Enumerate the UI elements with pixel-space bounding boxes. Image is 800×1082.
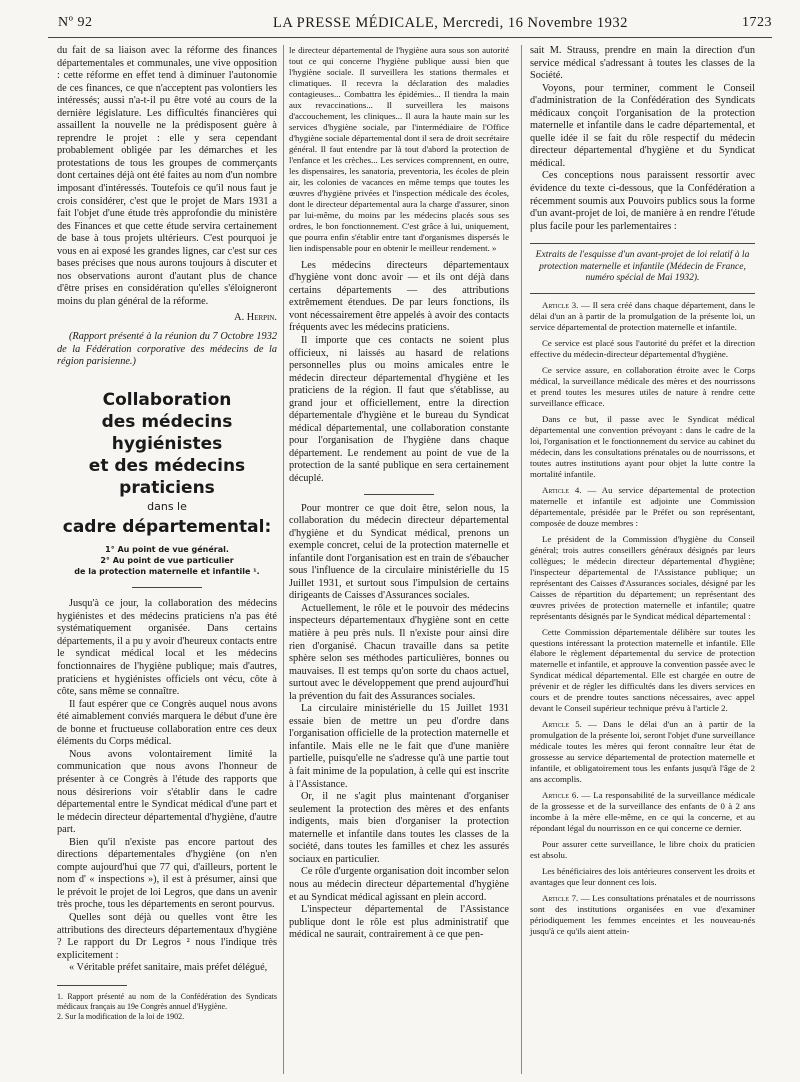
column-3 [530,45,755,937]
article-title [57,389,277,578]
article-text: Cette Commission départementale délibère sur toutes les questions intéressant la protection maternelle et infantile. Elle élabore le règlement départemental du service de protection maternelle et infantile, et approuve la convention passée avec le Syndicat médical départemental. Elle est chargée en outre de prévenir et de régler les difficultés dans les divers services en cours et de prendre toutes sanctions nécessaires, avec appel devant le Conseil supérieur technique prévu à l'article 2. [530,626,755,714]
article-paragraph [530,866,755,888]
divider [530,243,755,244]
footnote-divider [57,985,127,986]
paragraph: L'inspecteur départemental de l'Assistance publique dont le rôle est plus administratif que médical ne saurait, contrairement à ce que pen- [289,904,509,941]
article-label: Article 5. [542,719,582,730]
article-paragraph [530,790,755,834]
paragraph: « Véritable préfet sanitaire, mais préfet délégué, [69,962,268,974]
paragraph: Nous avons volontairement limité la communication que nous avons l'honneur de présenter à ce Congrès à l'étude des rapports que nous désirerions voir s'établir dans le cadre départemental entre le Syndicat médical d'une part et le médecin directeur départemental d'hygiène, d'autre part. [57,748,277,836]
article-paragraph [530,485,755,529]
paragraph: Actuellement, le rôle et le pouvoir des médecins inspecteurs départementaux d'hygiène sont en cette matière à peu près nuls. Il n'existe pour ainsi dire rien d'organisé. Chacun travaille dans sa petite sphère selon ses méthodes particulières, bonnes ou mauvaises. Il est temps qu'on sorte du chaos actuel, surtout avec le développement que prend aujourd'hui la prévention du fait des Assurances sociales. [289,602,509,702]
article-text: — Il sera créé dans chaque département, dans le délai d'un an à partir de la promulgation de la présente loi, un service départemental de protection maternelle et infantile. [530,299,755,332]
article-text: — La responsabilité de la surveillance médicale de la grossesse et de la surveillance des enfants de 0 à 2 ans incombe à la mère elle-même, en ce qui la concerne, et au répondant légal du nourrisson en ce qui concerne ce dernier. [530,790,756,834]
article-text: — Les consultations prénatales et de nourrissons sont des institutions organisées en vue d'examiner périodiquement les femmes enceintes et les nouveau-nés jusqu'à ce qu'ils aient attein- [530,893,755,937]
article-paragraph [530,365,755,409]
paragraph: Ce rôle d'urgente organisation doit incomber selon nous au médecin directeur départemental d'hygiène et au Syndicat médical agissant en plein accord. [289,866,509,903]
author-signature: A. Herpin. [234,312,277,324]
quotation: le directeur départemental de l'hygiène aura sous son autorité tout ce qui concerne l'hygiène publique aussi bien que l'hygiène sociale. Il surveillera les stations thermales et climatiques. Il recevra la déclaration des maladies contagieuses... Combattra les épidémies... Il tiendra la main aux revaccinations... Il surveillera les maisons d'accouchement, les cliniques... Il aura la haute main sur les services d'hygiène sociale, par l'intermédiaire de l'Office d'hygiène sociale départemental dont il sera de droit secrétaire général. Il faut entendre par là tout d'abord la protection de l'enfance et les crèches... Les services comprennent, en outre, les dispensaires, les sanatoria, preventoria, les écoles de plein air, les colonies de vacances en même temps que toutes les œuvres d'hygiène privées et l'inspection médicale des écoles, dont le directeur départemental aura la charge d'assurer, sinon par lui-même, du moins par les médecins placés sous ses ordres, le bon fonctionnement. C'est grâce à lui, uniquement, que pourra enfin s'établir entre tant d'organismes dispersés le lien indispensable pour en obtenir le meilleur rendement. » [289,45,509,253]
article-label: Article 3. [542,299,579,310]
journal-title: LA PRESSE MÉDICALE, Mercredi, 16 Novembre 1932 [273,15,628,31]
paragraph: Or, il ne s'agit plus maintenant d'organiser seulement la protection des mères et des enfants indigents, mais bien d'organiser la protection maternelle et infantile dans toutes les classes de la société, dans toutes les familles et chez les assurés sociaux en particulier. [289,791,509,865]
title-line: cadre départemental: [62,516,272,537]
paragraph: Voyons, pour terminer, comment le Conseil d'administration de la Confédération des Syndicats médicaux conçoit l'organisation de la protection maternelle et infantile dans le cadre départemental, et quelle idée il se fait du rôle respectif du médecin directeur départemental d'hygiène et du Syndicat médical. [530,82,755,169]
article-label: Article 4. [542,484,582,495]
article-text: Ce service est placé sous l'autorité du préfet et la direction effective du médecin-directeur départemental d'hygiène. [530,337,755,359]
divider [132,587,202,588]
article-paragraph [530,414,755,480]
article-text: Dans ce but, il passe avec le Syndicat médical départemental une convention prévoyant : dans le cadre de la loi, l'organisation et le fonctionnement du service au cabinet du médecin, dans les consultations prénatales ou de nourrissons, et toutes autres institutions ayant pour objet la lutte contre la mortalité infantile. [530,413,755,479]
column-1 [57,45,277,1023]
title-line: dans le [147,500,187,514]
page-header [48,15,772,38]
footnote: 2. Sur la modification de la loi de 1902. [57,1012,185,1022]
article-label: Article 7. [542,893,579,904]
paragraph: Quelles sont déjà ou quelles vont être les attributions des directeurs départementaux d'hygiène ? Le rapport du Dr Legros ² nous l'indique très explicitement : [57,911,277,961]
paragraph: La circulaire ministérielle du 15 Juillet 1931 essaie bien de mettre un peu d'ordre dans l'organisation officielle de la protection maternelle et infantile. Mais elle ne le fait que d'une manière partielle, puisqu'elle ne s'adresse qu'à une partie tout à fait minime de la population, à celle qui est inscrite à l'Assistance. [289,703,509,790]
paragraph: Les médecins directeurs départementaux d'hygiène vont donc avoir — et ils ont déjà dans certains départements — des attributions extrêmement étendues. De par leurs fonctions, ils vont nécessairement être appelés à avoir des contacts fréquents avec les médecins praticiens. [289,259,509,334]
column-2 [289,45,509,942]
column-divider [283,45,284,1074]
subtitle-line: 1° Au point de vue général. [105,544,229,554]
title-line: et des médecins praticiens [88,455,246,499]
paragraph: Pour montrer ce que doit être, selon nous, la collaboration du médecin directeur départemental d'hygiène et du Syndicat médical, prenons un exemple concret, celui de la protection maternelle et infantile dont l'organisation est en train de s'ébaucher sous l'influence de la circulaire ministérielle du 15 Juillet 1931, et surtout sous l'impulsion de certains dirigeants de Caisses d'Assurances sociales. [289,502,509,602]
issue-number: Nº 92 [58,15,93,30]
article-paragraph [530,338,755,360]
paragraph: Bien qu'il n'existe pas encore partout des directions départementales d'hygiène (on n'en compte aujourd'hui que 77 qui, d'ailleurs, portent le nom d' « inspections »), il est à présumer, ainsi que le prévoit le projet de loi Legros, que dans un avenir très proche, tous les départements en seront pourvus. [57,836,277,911]
divider [364,494,434,495]
article-text: — Dans le délai d'un an à partir de la promulgation de la présente loi, seront l'objet d'une surveillance médicale toutes les mères qui feront connaître leur état de grossesse au service départemental de protection maternelle et infantile, et obligatoirement tous les enfants jusqu'à l'âge de 2 ans accomplis. [530,719,755,785]
page-number: 1723 [742,15,772,30]
paragraph: Il faut espérer que ce Congrès auquel nous avons été aimablement conviés marquera le début d'une ère de bonne et fructueuse collaboration entre ces deux éléments du Corps médical. [57,698,277,748]
subtitle-line: 2° Au point de vue particulier [100,555,234,565]
article-text: Ce service assure, en collaboration étroite avec le Corps médical, la surveillance médicale des mères et des nourrissons et prend toutes les mesures utiles de nature à rendre cette surveillance efficace. [530,364,755,408]
title-line: des médecins hygiénistes [101,411,233,454]
extract-title: Extraits de l'esquisse d'un avant-projet de loi relatif à la protection maternelle et infantile (Médecin de France, numéro spécial de Mai 1932). [535,250,750,284]
article-paragraph [530,534,755,622]
paragraph: Il importe que ces contacts ne soient plus officieux, ni laissés au hasard de relations personnelles plus ou moins amicales entre le médecin directeur départemental d'hygiène et les praticiens de la région. Il faut que s'établisse, au grand jour et officiellement, entre la direction départementale d'hygiène et le bureau du Syndicat médical départemental, une collaboration constante pour l'organisation de l'hygiène dans chaque département. Le rendement au point de vue de la protection de la santé publique en sera certainement décuplé. [289,334,509,484]
article-paragraph [530,627,755,715]
paragraph: sait M. Strauss, prendre en main la direction d'un service médical s'adressant à toutes les classes de la Société. [530,45,755,82]
article-paragraph [530,300,755,333]
paragraph: du fait de sa liaison avec la réforme des finances départementales et communales, une vive opposition : cette réforme en effet tend à diminuer l'autonomie de ces finances, ce que n'acceptent pas volontiers les intéressés; aussi n'a-t-il pu être voté au cours de la dernière législature. Les difficultés financières qui assaillent la nouvelle ne la prédisposent guère à reprendre le projet : elle y sera cependant probablement obligée par les démarches et les protestations de tous les groupes de commerçants dont certaines déjà ont été faites au nom d'un nombre imposant d'intéressés. Toutefois ce qu'il nous faut je crois considérer, c'est que le projet de Mars 1931 a fait l'objet d'une étude très approfondie du ministère des Finances et que cette étude servira certainement de base à tous projets ultérieurs. C'est pourquoi je vous en ai exposé les grandes lignes, car c'est sur ces bases précises que nous aurons toujours à discuter et nos observations auront d'autant plus de chance d'être prises en considération qu'elles s'éloigneront moins du plan général de la réforme. [57,45,277,307]
footnote: 1. Rapport présenté au nom de la Confédération des Syndicats médicaux français au 19e Congrès annuel d'Hygiène. [57,991,277,1012]
subtitle-line: de la protection maternelle et infantile ¹. [74,567,260,577]
paragraph: Jusqu'à ce jour, la collaboration des médecins hygiénistes et des médecins praticiens n'a pas été systématiquement organisée. Dans certains départements, il a pu y avoir d'heureux contacts entre le syndicat médical local et les médecins fonctionnaires de l'hygiène publique; mais d'autres, praticiens et hygiénistes officiels ont vécu, côte à côte, sans même se connaître. [57,598,277,698]
article-paragraph [530,719,755,785]
title-line: Collaboration [102,389,232,410]
article-label: Article 6. [542,790,579,801]
article-paragraph [530,839,755,861]
article-paragraph [530,893,755,937]
article-text: Les bénéficiaires des lois antérieures conservent les droits et avantages que leur donnent ces lois. [530,866,755,888]
report-note: (Rapport présenté à la réunion du 7 Octobre 1932 de la Fédération corporative des médecins de la région parisienne.) [57,331,277,368]
article-text: Le président de la Commission d'hygiène du Conseil général; trois autres conseillers généraux désignés par leurs collègues; le médecin directeur départemental d'hygiène; l'inspecteur départemental de l'Assistance publique; un représentant des Caisses d'Assurances sociales, désigné par les Caisses de répartition du département; un représentant des œuvres privées de protection maternelle et infantile; quatre représentants désignés par le Syndicat médical départemental : [530,533,755,621]
article-text: Pour assurer cette surveillance, le libre choix du praticien est absolu. [530,839,755,861]
law-articles [530,300,755,937]
paragraph: Ces conceptions nous paraissent ressortir avec évidence du texte ci-dessous, que la Confédération a récemment soumis aux Pouvoirs publics sous la forme d'un avant-projet de loi, de manière à en rendre l'étude plus facile pour les parlementaires : [530,170,755,232]
column-divider [521,45,522,1074]
article-text: — Au service départemental de protection maternelle et infantile est adjointe une Commission départementale, présidée par le Préfet ou son représentant, composée de douze membres : [530,484,755,528]
divider [530,293,755,294]
